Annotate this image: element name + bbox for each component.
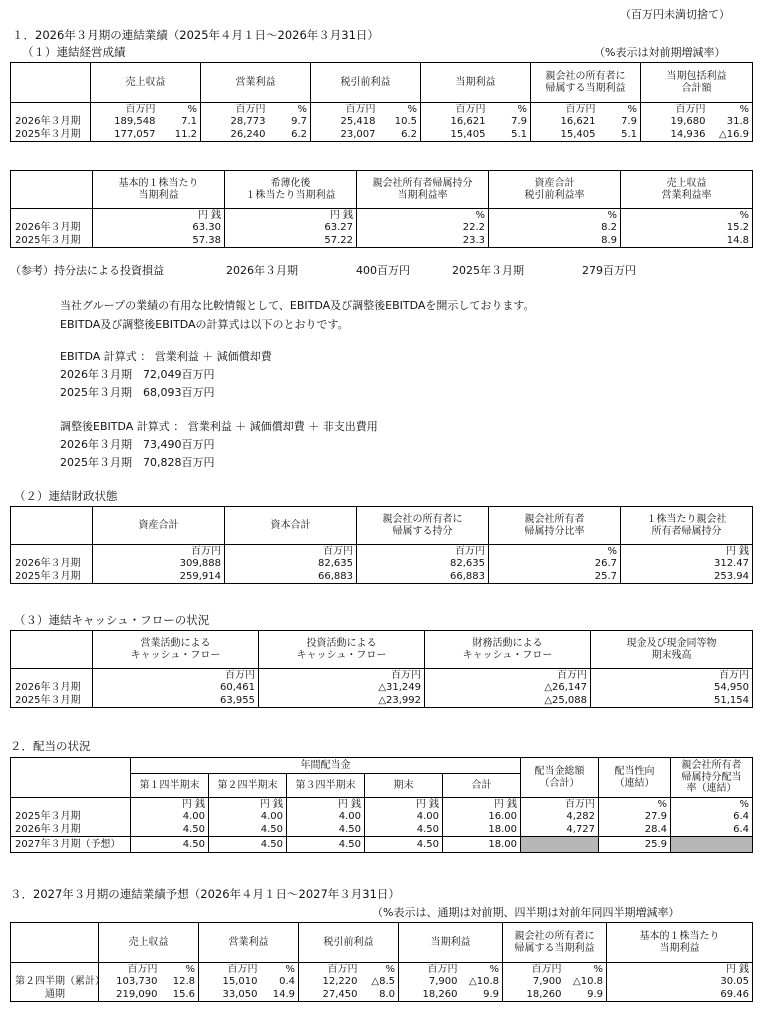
table-row bbox=[11, 824, 753, 837]
cell: 4.50 bbox=[287, 824, 365, 837]
header-pretax-profit: 税引前利益 bbox=[299, 923, 399, 963]
header-owner-equity: 親会社の所有者に 帰属する持分 bbox=[357, 507, 489, 545]
header-q3: 第３四半期末 bbox=[287, 774, 365, 798]
header-pretax-profit: 税引前利益 bbox=[311, 63, 421, 103]
cell: 19,680 bbox=[641, 116, 709, 129]
cell: 5.1 bbox=[511, 129, 527, 140]
unit: % bbox=[489, 545, 621, 558]
cell: 8.2 bbox=[489, 222, 621, 235]
adjusted-ebitda-formula: 調整後EBITDA 計算式 ： 営業利益 ＋ 減価償却費 ＋ 非支出費用 bbox=[60, 420, 378, 433]
unit: 百万円 bbox=[399, 963, 461, 976]
unit: 百万円 bbox=[99, 963, 161, 976]
table-row bbox=[11, 989, 753, 1002]
unit: % bbox=[709, 103, 753, 116]
table-row bbox=[11, 129, 753, 142]
unit: % bbox=[187, 103, 197, 115]
header-comprehensive-income: 当期包括利益 合計額 bbox=[641, 63, 753, 103]
cell: 11.2 bbox=[174, 129, 197, 140]
header-doe: 親会社所有者 帰属持分配当 率（連結） bbox=[671, 758, 753, 798]
cell: 27,450 bbox=[299, 989, 361, 1002]
unit: 百万円 bbox=[93, 545, 225, 558]
unit: 百万円 bbox=[91, 103, 159, 116]
cell: 33,050 bbox=[199, 989, 261, 1002]
unit: % bbox=[385, 963, 395, 975]
cell: 22.2 bbox=[357, 222, 489, 235]
unit: % bbox=[285, 963, 295, 975]
cell: 27.9 bbox=[599, 811, 671, 824]
cell: 103,730 bbox=[99, 976, 161, 989]
cell: 14.9 bbox=[272, 989, 295, 1000]
cell: 4.50 bbox=[209, 824, 287, 837]
cell: 63.30 bbox=[93, 222, 225, 235]
unit: 百万円 bbox=[199, 963, 261, 976]
cell: 16,621 bbox=[421, 116, 489, 129]
cell: 177,057 bbox=[91, 129, 159, 142]
cell: 28.4 bbox=[599, 824, 671, 837]
header-basic-eps: 基本的１株当たり 当期利益 bbox=[607, 923, 753, 963]
cell: 63.27 bbox=[225, 222, 357, 235]
unit: % bbox=[599, 798, 671, 811]
unit: 百万円 bbox=[531, 103, 599, 116]
consolidated-results-table bbox=[10, 62, 753, 142]
forecast-table bbox=[10, 922, 753, 1002]
cell: 26,240 bbox=[201, 129, 269, 142]
cell: 15.2 bbox=[621, 222, 753, 235]
cell: 18.00 bbox=[443, 824, 521, 837]
unit: 百万円 bbox=[225, 545, 357, 558]
cell: 4.00 bbox=[365, 811, 443, 824]
row-label: 2025年３月期 bbox=[11, 129, 91, 142]
ebitda-formula: EBITDA 計算式 ： 営業利益 ＋ 減価償却費 bbox=[60, 350, 272, 363]
header-net-profit: 当期利益 bbox=[421, 63, 531, 103]
cell: 7,900 bbox=[503, 976, 565, 989]
cell: 60,461 bbox=[93, 682, 259, 695]
header-equity-ratio: 親会社所有者 帰属持分比率 bbox=[489, 507, 621, 545]
cell: 14,936 bbox=[641, 129, 709, 142]
row-label: 2025年３月期 bbox=[11, 695, 93, 708]
cell: 4.50 bbox=[287, 837, 365, 853]
table-row bbox=[11, 116, 753, 129]
unit: % bbox=[671, 798, 753, 811]
cell: 23.3 bbox=[357, 235, 489, 248]
header-roe: 親会社所有者帰属持分 当期利益率 bbox=[357, 171, 489, 209]
header-operating-margin: 売上収益 営業利益率 bbox=[621, 171, 753, 209]
unit: % bbox=[407, 103, 417, 115]
cell: 8.0 bbox=[379, 989, 395, 1000]
shaded-cell bbox=[671, 837, 753, 853]
cell: △10.8 bbox=[573, 976, 603, 988]
header-bps: １株当たり親会社 所有者帰属持分 bbox=[621, 507, 753, 545]
unit: 百万円 bbox=[357, 545, 489, 558]
header-annual-dividend: 年間配当金 bbox=[131, 758, 521, 774]
cell: 57.22 bbox=[225, 235, 357, 248]
adjusted-ebitda-2025: 2025年３月期 70,828百万円 bbox=[60, 456, 215, 469]
unit: 円 銭 bbox=[443, 798, 521, 811]
row-label: 2026年３月期 bbox=[11, 558, 93, 571]
cell: 25,418 bbox=[311, 116, 379, 129]
cell: 8.9 bbox=[489, 235, 621, 248]
header-investing-cf: 投資活動による キャッシュ・フロー bbox=[259, 631, 425, 669]
unit: 円 銭 bbox=[131, 798, 209, 811]
row-label: 2026年３月期 bbox=[11, 824, 131, 837]
cell: 7.9 bbox=[511, 116, 527, 128]
header-revenue: 売上収益 bbox=[91, 63, 201, 103]
cell: 219,090 bbox=[99, 989, 161, 1002]
unit: 百万円 bbox=[425, 669, 591, 682]
cell: 16.00 bbox=[443, 811, 521, 824]
cell: 5.1 bbox=[621, 129, 637, 140]
cell: △31,249 bbox=[259, 682, 425, 695]
shaded-cell bbox=[521, 837, 599, 853]
unit: % bbox=[489, 209, 621, 222]
header-payout-ratio: 配当性向 （連結） bbox=[599, 758, 671, 798]
table-row bbox=[11, 558, 753, 571]
ebitda-intro-1: 当社グループの業績の有用な比較情報として、EBITDA及び調整後EBITDAを開示しております。 bbox=[60, 299, 535, 312]
header-q2: 第２四半期末 bbox=[209, 774, 287, 798]
row-label: 2026年３月期 bbox=[11, 116, 91, 129]
cell: 25.9 bbox=[599, 837, 671, 853]
cell: 28,773 bbox=[201, 116, 269, 129]
section-1-2-title: （２）連結財政状態 bbox=[14, 489, 118, 503]
cell: △8.5 bbox=[371, 976, 395, 988]
unit: % bbox=[627, 103, 637, 115]
table-row bbox=[11, 682, 753, 695]
table-row bbox=[11, 695, 753, 708]
cell: 7.1 bbox=[181, 116, 197, 128]
header-basic-eps: 基本的１株当たり 当期利益 bbox=[93, 171, 225, 209]
row-label: 2027年３月期（予想） bbox=[11, 837, 131, 853]
section-1-1-title: （１）連結経営成績 bbox=[22, 45, 126, 59]
unit: 円 銭 bbox=[365, 798, 443, 811]
row-label: 2026年３月期 bbox=[11, 222, 93, 235]
cell: 18.00 bbox=[443, 837, 521, 853]
cell: 14.8 bbox=[621, 235, 753, 248]
cash-flow-table bbox=[10, 630, 753, 708]
section-1-title: １．2026年３月期の連結業績（2025年４月１日～2026年３月31日） bbox=[12, 28, 379, 42]
cell: 4.50 bbox=[209, 837, 287, 853]
equity-method-value-1: 400百万円 bbox=[356, 264, 410, 277]
unit: 円 銭 bbox=[225, 209, 357, 222]
header-total-assets: 資産合計 bbox=[93, 507, 225, 545]
unit: % bbox=[489, 963, 499, 975]
section-1-1-note: （%表示は対前期増減率） bbox=[594, 46, 726, 59]
cell: 18,260 bbox=[399, 989, 461, 1002]
cell: 6.2 bbox=[401, 129, 417, 140]
cell: 4.50 bbox=[365, 837, 443, 853]
cell: 6.4 bbox=[671, 811, 753, 824]
cell: 253.94 bbox=[621, 571, 753, 584]
ebitda-2025: 2025年３月期 68,093百万円 bbox=[60, 386, 215, 399]
dividends-table bbox=[10, 757, 753, 853]
header-total-equity: 資本合計 bbox=[225, 507, 357, 545]
unit: 百万円 bbox=[591, 669, 753, 682]
table-row bbox=[11, 235, 753, 248]
cell: 309,888 bbox=[93, 558, 225, 571]
cell: 4.50 bbox=[365, 824, 443, 837]
cell: 15.6 bbox=[172, 989, 195, 1000]
cell: 4,727 bbox=[521, 824, 599, 837]
financial-position-table bbox=[10, 506, 753, 584]
cell: 4.00 bbox=[287, 811, 365, 824]
unit: 円 銭 bbox=[93, 209, 225, 222]
unit: 百万円 bbox=[299, 963, 361, 976]
cell: △26,147 bbox=[425, 682, 591, 695]
cell: △10.8 bbox=[469, 976, 499, 988]
cell: 69.46 bbox=[607, 989, 753, 1002]
unit: 円 銭 bbox=[209, 798, 287, 811]
equity-method-period-2: 2025年３月期 bbox=[452, 264, 524, 277]
table-row bbox=[11, 837, 753, 853]
unit: 百万円 bbox=[521, 798, 599, 811]
cell: 189,548 bbox=[91, 116, 159, 129]
cell: 7,900 bbox=[399, 976, 461, 989]
section-3-title: ３．2027年３月期の連結業績予想（2026年４月１日～2027年３月31日） bbox=[10, 887, 400, 901]
unit: 円 銭 bbox=[621, 545, 753, 558]
cell: 10.5 bbox=[394, 116, 417, 128]
row-label: 2025年３月期 bbox=[11, 811, 131, 824]
cell: 51,154 bbox=[591, 695, 753, 708]
cell: 4.00 bbox=[131, 811, 209, 824]
cell: 15,010 bbox=[199, 976, 261, 989]
cell: 4.50 bbox=[131, 824, 209, 837]
header-q1: 第１四半期末 bbox=[131, 774, 209, 798]
unit: 百万円 bbox=[93, 669, 259, 682]
unit: 百万円 bbox=[641, 103, 709, 116]
cell: 25.7 bbox=[489, 571, 621, 584]
cell: 54,950 bbox=[591, 682, 753, 695]
header-operating-profit: 営業利益 bbox=[199, 923, 299, 963]
unit: % bbox=[593, 963, 603, 975]
adjusted-ebitda-2026: 2026年３月期 73,490百万円 bbox=[60, 438, 215, 451]
header-year-end: 期末 bbox=[365, 774, 443, 798]
table-row bbox=[11, 811, 753, 824]
unit-note: （百万円未満切捨て） bbox=[620, 8, 730, 21]
row-label: 通期 bbox=[11, 989, 99, 1002]
cell: 82,635 bbox=[225, 558, 357, 571]
row-label: 2025年３月期 bbox=[11, 571, 93, 584]
cell: 15,405 bbox=[421, 129, 489, 142]
header-operating-cf: 営業活動による キャッシュ・フロー bbox=[93, 631, 259, 669]
ebitda-intro-2: EBITDA及び調整後EBITDAの計算式は以下のとおりです。 bbox=[60, 318, 349, 331]
cell: 30.05 bbox=[607, 976, 753, 989]
cell: △25,088 bbox=[425, 695, 591, 708]
row-label: 2026年３月期 bbox=[11, 682, 93, 695]
per-share-ratios-table bbox=[10, 170, 753, 248]
header-net-profit: 当期利益 bbox=[399, 923, 503, 963]
cell: 12,220 bbox=[299, 976, 361, 989]
unit: 百万円 bbox=[201, 103, 269, 116]
cell: 0.4 bbox=[279, 976, 295, 988]
header-owner-profit: 親会社の所有者に 帰属する当期利益 bbox=[531, 63, 641, 103]
cell: 6.4 bbox=[671, 824, 753, 837]
unit: 円 銭 bbox=[607, 963, 753, 976]
cell: 23,007 bbox=[311, 129, 379, 142]
header-revenue: 売上収益 bbox=[99, 923, 199, 963]
cell: 4.00 bbox=[209, 811, 287, 824]
cell: △16.9 bbox=[709, 129, 753, 142]
section-3-note: （%表示は、通期は対前期、四半期は対前年同四半期増減率） bbox=[372, 906, 680, 919]
cell: 12.8 bbox=[172, 976, 195, 988]
row-label: 第２四半期（累計） bbox=[11, 976, 99, 989]
equity-method-value-2: 279百万円 bbox=[582, 264, 636, 277]
cell: 7.9 bbox=[621, 116, 637, 128]
ebitda-2026: 2026年３月期 72,049百万円 bbox=[60, 368, 215, 381]
cell: 4,282 bbox=[521, 811, 599, 824]
unit: % bbox=[357, 209, 489, 222]
table-row bbox=[11, 571, 753, 584]
header-owner-profit: 親会社の所有者に 帰属する当期利益 bbox=[503, 923, 607, 963]
header-operating-profit: 営業利益 bbox=[201, 63, 311, 103]
header-total-dividends: 配当金総額 （合計） bbox=[521, 758, 599, 798]
cell: △23,992 bbox=[259, 695, 425, 708]
cell: 312.47 bbox=[621, 558, 753, 571]
cell: 9.7 bbox=[291, 116, 307, 128]
cell: 63,955 bbox=[93, 695, 259, 708]
section-1-3-title: （３）連結キャッシュ・フローの状況 bbox=[14, 613, 210, 627]
row-label: 2025年３月期 bbox=[11, 235, 93, 248]
cell: 9.9 bbox=[483, 989, 499, 1000]
cell: 15,405 bbox=[531, 129, 599, 142]
unit: % bbox=[517, 103, 527, 115]
header-financing-cf: 財務活動による キャッシュ・フロー bbox=[425, 631, 591, 669]
unit: 百万円 bbox=[421, 103, 489, 116]
unit: 百万円 bbox=[503, 963, 565, 976]
cell: 6.2 bbox=[291, 129, 307, 140]
unit: % bbox=[297, 103, 307, 115]
header-cash-balance: 現金及び現金同等物 期末残高 bbox=[591, 631, 753, 669]
header-roa: 資産合計 税引前利益率 bbox=[489, 171, 621, 209]
equity-method-period-1: 2026年３月期 bbox=[226, 264, 298, 277]
cell: 26.7 bbox=[489, 558, 621, 571]
cell: 82,635 bbox=[357, 558, 489, 571]
header-diluted-eps: 希薄化後 １株当たり当期利益 bbox=[225, 171, 357, 209]
equity-method-label: （参考）持分法による投資損益 bbox=[10, 264, 164, 277]
cell: 259,914 bbox=[93, 571, 225, 584]
table-row bbox=[11, 222, 753, 235]
cell: 57.38 bbox=[93, 235, 225, 248]
header-total: 合計 bbox=[443, 774, 521, 798]
cell: 31.8 bbox=[709, 116, 753, 129]
cell: 66,883 bbox=[357, 571, 489, 584]
cell: 4.50 bbox=[131, 837, 209, 853]
cell: 66,883 bbox=[225, 571, 357, 584]
unit: 百万円 bbox=[311, 103, 379, 116]
unit: % bbox=[621, 209, 753, 222]
table-row bbox=[11, 976, 753, 989]
unit: 円 銭 bbox=[287, 798, 365, 811]
cell: 16,621 bbox=[531, 116, 599, 129]
unit: % bbox=[185, 963, 195, 975]
section-2-title: ２．配当の状況 bbox=[10, 739, 91, 753]
unit: 百万円 bbox=[259, 669, 425, 682]
cell: 9.9 bbox=[587, 989, 603, 1000]
cell: 18,260 bbox=[503, 989, 565, 1002]
